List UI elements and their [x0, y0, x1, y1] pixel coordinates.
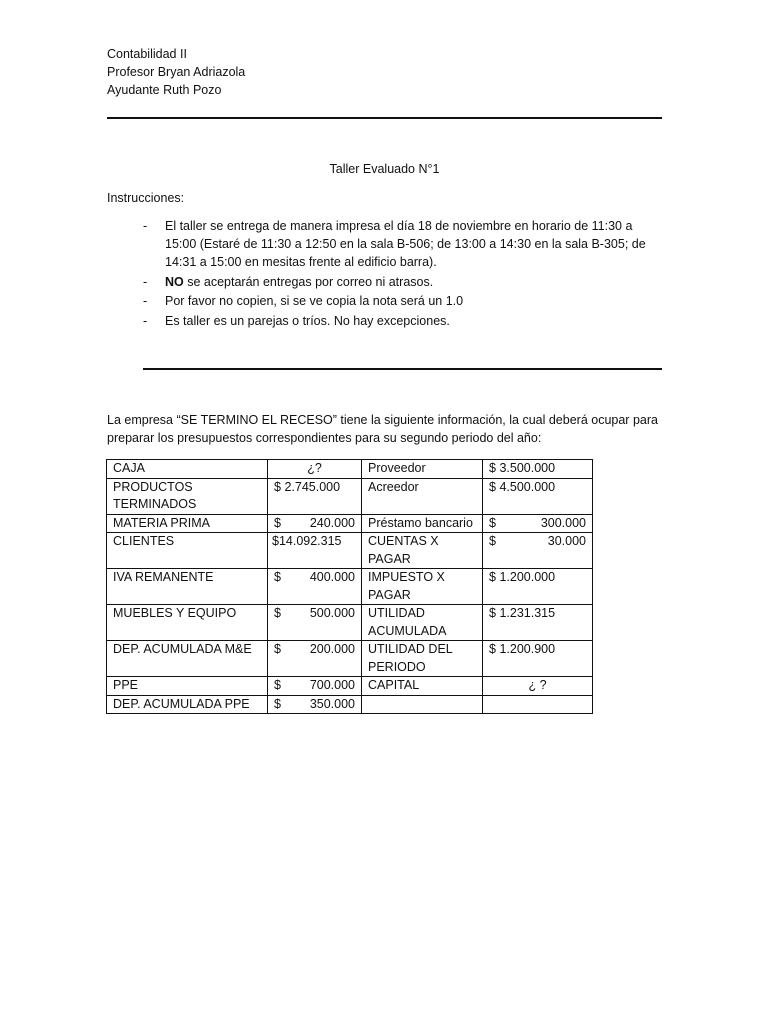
- account-value: [268, 605, 362, 641]
- amount: 1.231.315: [499, 606, 556, 620]
- currency-sign: $: [272, 534, 279, 548]
- header-divider: [107, 117, 662, 119]
- account-name: Acreedor: [362, 478, 483, 514]
- account-name: CLIENTES: [107, 533, 268, 569]
- amount: 2.745.000: [284, 479, 341, 494]
- amount: 14.092.315: [278, 534, 342, 548]
- instruction-emphasis: NO: [165, 274, 184, 289]
- instruction-text: Es taller es un parejas o tríos. No hay excepciones.: [165, 313, 450, 328]
- currency-sign: $: [274, 642, 281, 656]
- currency-sign: $: [489, 570, 496, 584]
- account-name: PRODUCTOS TERMINADOS: [107, 478, 268, 514]
- table-row: [107, 569, 593, 605]
- amount: 200.000: [309, 642, 355, 656]
- account-value: [483, 695, 593, 714]
- table-row: [107, 695, 593, 714]
- account-value: [483, 514, 593, 533]
- course-name: Contabilidad II: [107, 47, 187, 61]
- intro-paragraph: La empresa “SE TERMINO EL RECESO” tiene la siguiente información, la cual deberá ocupar para preparar los presupuestos correspondientes para su segundo periodo del año:: [107, 413, 658, 445]
- currency-sign: $: [274, 678, 281, 692]
- amount: 1.200.900: [499, 642, 556, 656]
- account-name: DEP. ACUMULADA M&E: [107, 641, 268, 677]
- instruction-item: [143, 273, 663, 291]
- amount: 3.500.000: [499, 461, 556, 475]
- account-value: [483, 569, 593, 605]
- account-name: [362, 695, 483, 714]
- account-name: UTILIDAD ACUMULADA: [362, 605, 483, 641]
- table-row: [107, 605, 593, 641]
- account-value: [268, 478, 362, 514]
- currency-sign: $: [489, 479, 496, 494]
- instruction-item: [143, 292, 663, 310]
- account-value: ¿?: [268, 460, 362, 479]
- section-divider: [143, 368, 662, 370]
- account-value: ¿ ?: [483, 677, 593, 696]
- document-title: Taller Evaluado N°1: [329, 162, 440, 176]
- currency-sign: $: [489, 606, 496, 620]
- currency-sign: $: [489, 461, 496, 475]
- instruction-item: [143, 217, 663, 271]
- currency-sign: $: [489, 642, 496, 656]
- amount: 400.000: [309, 570, 355, 584]
- account-name: MUEBLES Y EQUIPO: [107, 605, 268, 641]
- currency-sign: $: [274, 479, 281, 494]
- account-name: Préstamo bancario: [362, 514, 483, 533]
- bullet-dash: -: [143, 313, 148, 328]
- account-name: IMPUESTO X PAGAR: [362, 569, 483, 605]
- account-name: CAJA: [107, 460, 268, 479]
- amount: 700.000: [309, 678, 355, 692]
- instructions-heading: Instrucciones:: [107, 191, 185, 205]
- account-value: [268, 641, 362, 677]
- instruction-text: Por favor no copien, si se ve copia la nota será un 1.0: [165, 294, 464, 308]
- amount: 350.000: [309, 696, 355, 711]
- instructions-list: [143, 217, 663, 331]
- table-row: [107, 460, 593, 479]
- professor-name: Profesor Bryan Adriazola: [107, 65, 246, 79]
- balance-table: [106, 459, 593, 714]
- account-value: [268, 514, 362, 533]
- currency-sign: $: [274, 696, 281, 711]
- account-name: MATERIA PRIMA: [107, 514, 268, 533]
- account-name: PPE: [107, 677, 268, 696]
- account-value: [483, 641, 593, 677]
- account-name: Proveedor: [362, 460, 483, 479]
- instruction-text: se aceptarán entregas por correo ni atrasos.: [183, 274, 434, 289]
- assistant-name: Ayudante Ruth Pozo: [107, 83, 222, 97]
- instruction-text: El taller se entrega de manera impresa el día 18 de noviembre en horario de 11:30 a 15:00 (Estaré de 11:30 a 12:50 en la sala B-506; de 13:00 a 14:30 en la sala B-305; de 14:31 a 15:00 en mesitas frente al edificio barra).: [165, 219, 646, 269]
- table-row: [107, 641, 593, 677]
- table-row: [107, 533, 593, 569]
- amount: 500.000: [309, 606, 355, 620]
- account-value: [268, 569, 362, 605]
- amount: 4.500.000: [499, 479, 556, 494]
- currency-sign: $: [489, 534, 496, 548]
- amount: 300.000: [540, 515, 586, 530]
- account-name: DEP. ACUMULADA PPE: [107, 695, 268, 714]
- table-row: [107, 478, 593, 514]
- account-value: [483, 605, 593, 641]
- account-value: [483, 478, 593, 514]
- account-value: [268, 677, 362, 696]
- currency-sign: $: [274, 606, 281, 620]
- currency-sign: $: [274, 570, 281, 584]
- account-value: [483, 460, 593, 479]
- table-row: [107, 677, 593, 696]
- account-value: [483, 533, 593, 569]
- document-header: [107, 45, 245, 99]
- currency-sign: $: [489, 515, 496, 530]
- account-name: UTILIDAD DEL PERIODO: [362, 641, 483, 677]
- account-value: [268, 695, 362, 714]
- bullet-dash: -: [143, 294, 148, 308]
- account-name: IVA REMANENTE: [107, 569, 268, 605]
- bullet-dash: -: [143, 274, 148, 289]
- amount: 240.000: [309, 515, 355, 530]
- currency-sign: $: [274, 515, 281, 530]
- amount: 30.000: [547, 534, 586, 548]
- account-name: CUENTAS X PAGAR: [362, 533, 483, 569]
- amount: 1.200.000: [499, 570, 556, 584]
- table-row: [107, 514, 593, 533]
- account-value: [268, 533, 362, 569]
- account-name: CAPITAL: [362, 677, 483, 696]
- bullet-dash: -: [143, 219, 148, 233]
- instruction-item: [143, 312, 663, 330]
